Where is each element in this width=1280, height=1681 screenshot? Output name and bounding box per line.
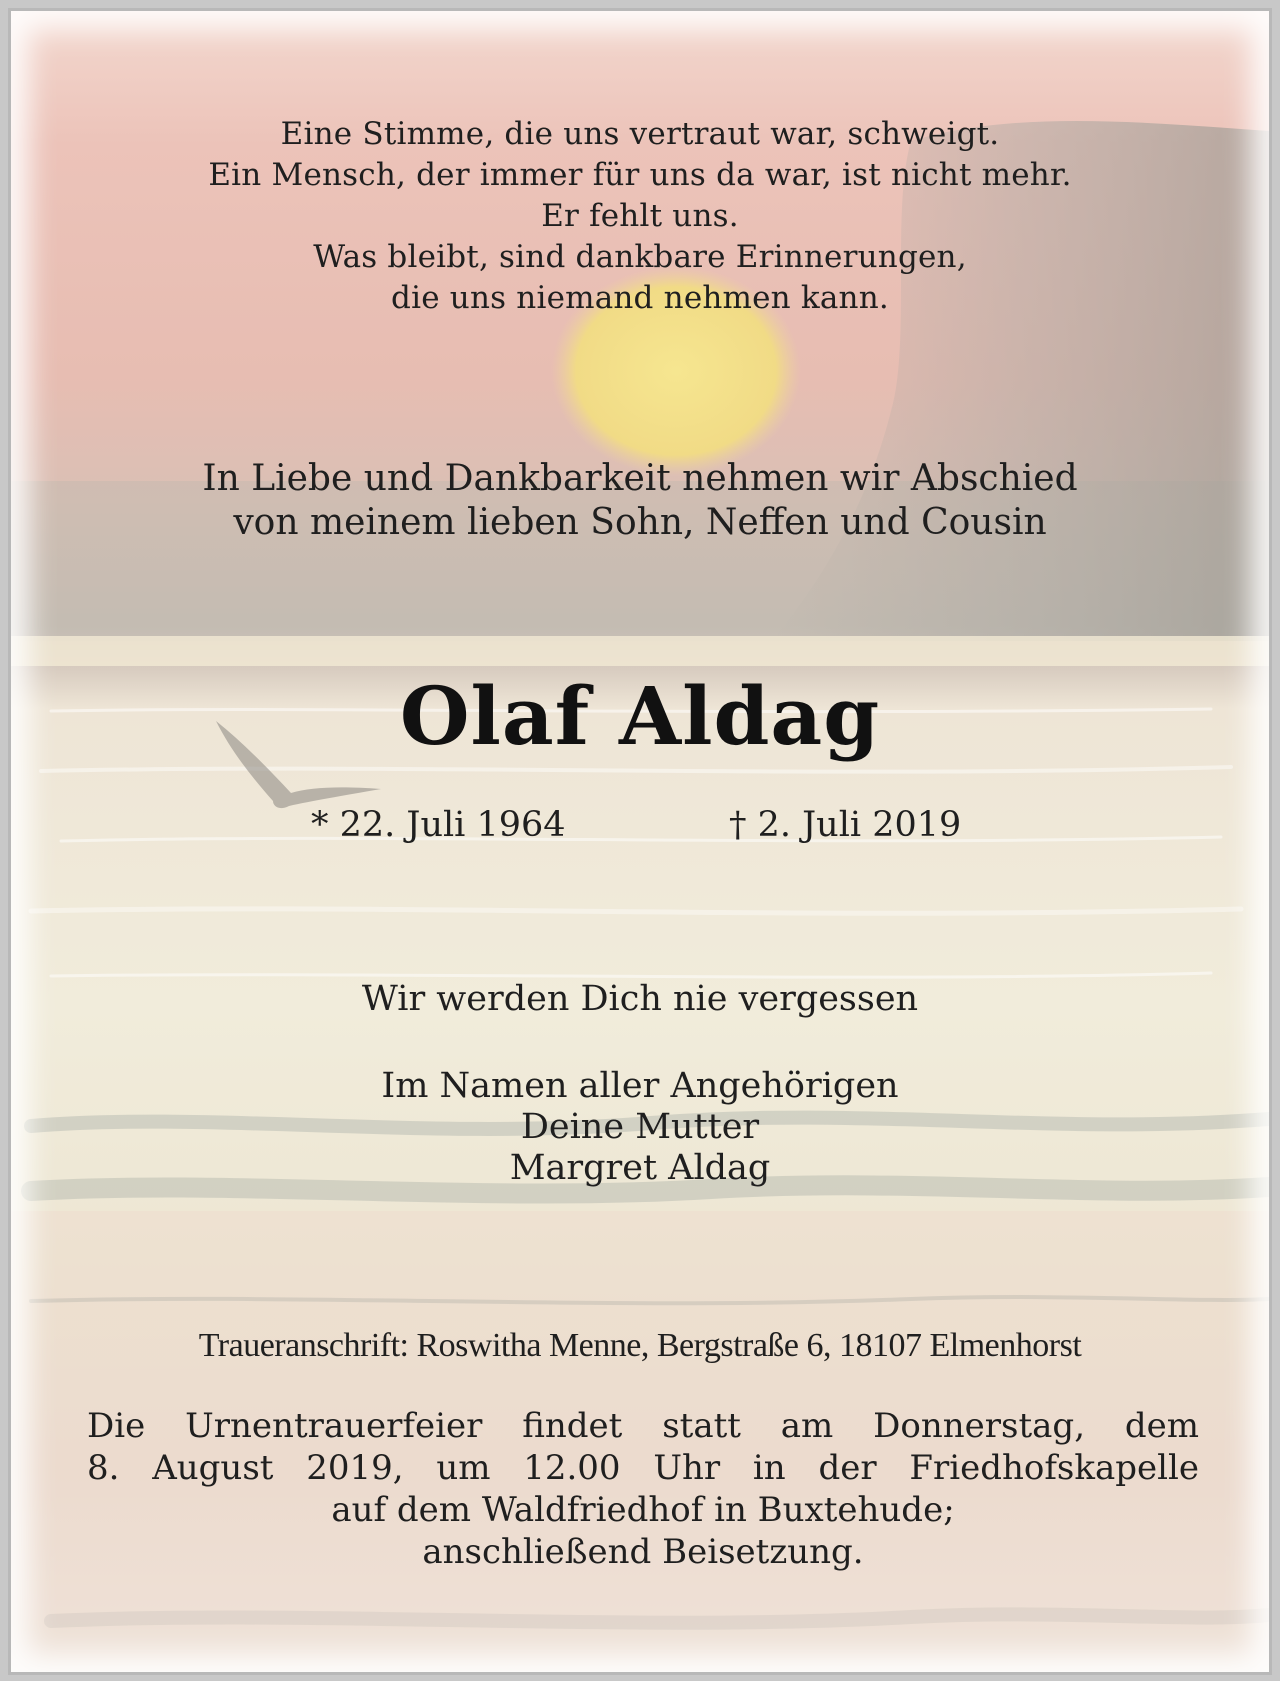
signature-line: Margret Aldag — [509, 1148, 771, 1188]
farewell-intro — [11, 457, 1269, 545]
poem — [11, 114, 1269, 319]
poem-line: Er fehlt uns. — [541, 198, 739, 234]
death-date: † 2. Juli 2019 — [729, 805, 962, 845]
intro-line: von meinem lieben Sohn, Neffen und Cousin — [233, 502, 1047, 543]
intro-line: In Liebe und Dankbarkeit nehmen wir Abschied — [202, 458, 1078, 499]
notice-content — [11, 11, 1269, 1672]
signature-line: Im Namen aller Angehörigen — [381, 1066, 899, 1106]
poem-line: Ein Mensch, der immer für uns da war, ist nicht mehr. — [208, 157, 1072, 193]
obituary-notice — [8, 8, 1272, 1675]
ceremony-line: auf dem Waldfriedhof in Buxtehude; — [331, 1490, 955, 1530]
mourning-address: Traueranschrift: Roswitha Menne, Bergstraße 6, 18107 Elmenhorst — [198, 1327, 1082, 1364]
poem-line: Eine Stimme, die uns vertraut war, schweigt. — [280, 116, 1000, 152]
ceremony-info — [87, 1405, 1199, 1573]
signature-line: Deine Mutter — [520, 1107, 760, 1147]
ceremony-line: Die Urnentrauerfeier findet statt am Donnerstag, dem — [87, 1406, 1199, 1446]
ceremony-line: anschließend Beisetzung. — [422, 1532, 864, 1572]
birth-date: * 22. Juli 1964 — [311, 805, 566, 845]
signature-block — [11, 1066, 1269, 1189]
farewell-line: Wir werden Dich nie vergessen — [361, 979, 919, 1019]
deceased-name: Olaf Aldag — [399, 669, 881, 763]
poem-line: Was bleibt, sind dankbare Erinnerungen, — [313, 239, 967, 275]
ceremony-line: 8. August 2019, um 12.00 Uhr in der Friedhofskapelle — [87, 1448, 1199, 1488]
poem-line: die uns niemand nehmen kann. — [391, 280, 889, 316]
